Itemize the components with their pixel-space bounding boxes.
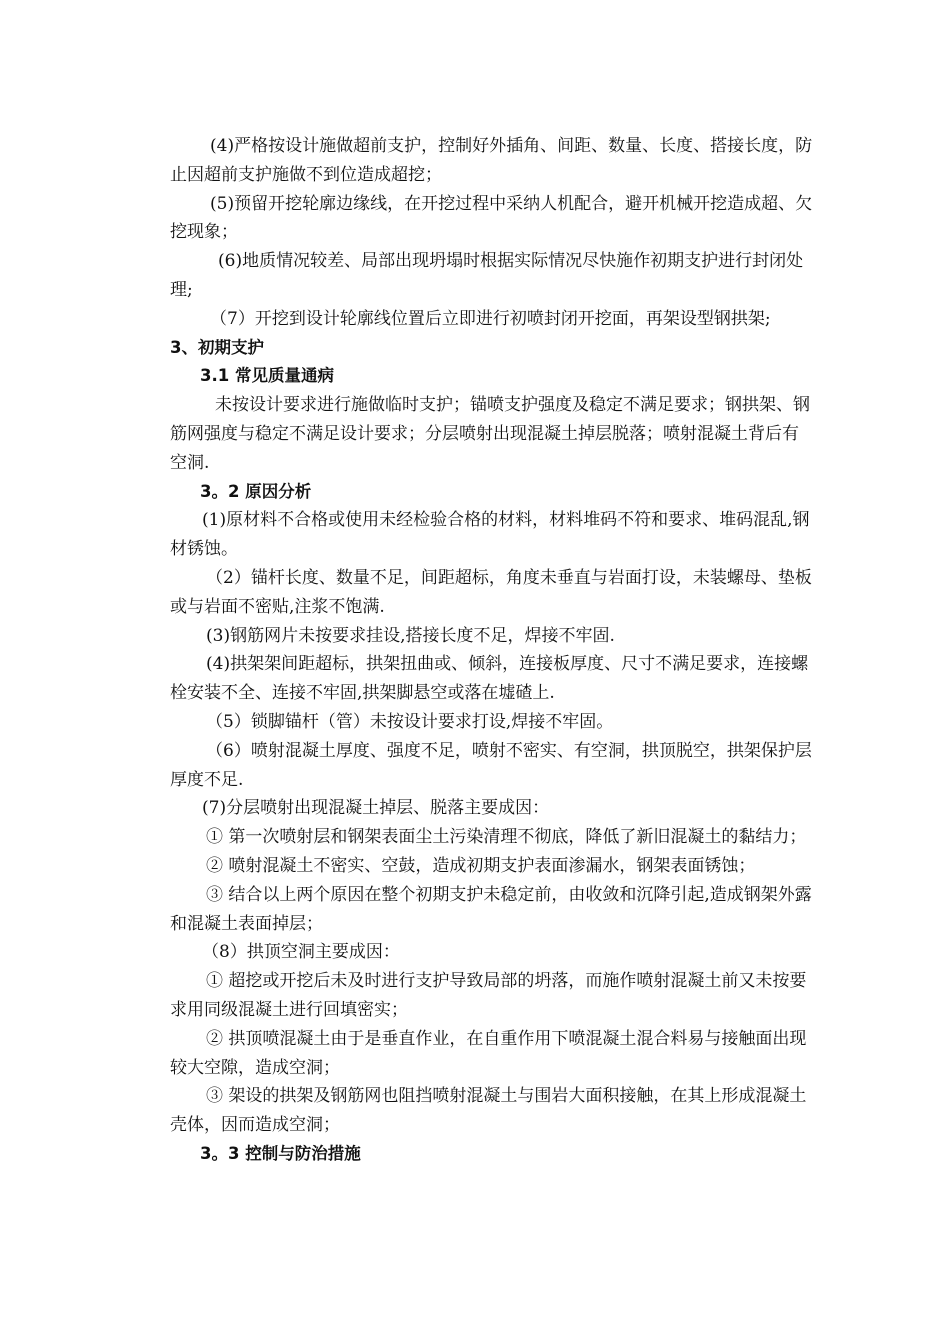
cause-item-7-3: ③ 结合以上两个原因在整个初期支护未稳定前，由收敛和沉降引起,造成钢架外露和混凝土表面掉层； xyxy=(170,884,812,934)
cause-item-2: （2）锚杆长度、数量不足，间距超标，角度未垂直与岩面打设，未装螺母、垫板或与岩面不密贴,注浆不饱满. xyxy=(170,567,812,617)
cause-item-3: (3)钢筋网片未按要求挂设,搭接长度不足，焊接不牢固. xyxy=(206,625,615,646)
cause-item-8-2: ② 拱顶喷混凝土由于是垂直作业，在自重作用下喷混凝土混合料易与接触面出现较大空隙，造成空洞； xyxy=(170,1028,807,1078)
cause-item-8-3: ③ 架设的拱架及钢筋网也阻挡喷射混凝土与围岩大面积接触，在其上形成混凝土壳体，因而造成空洞； xyxy=(170,1086,807,1136)
subsection-heading-3-1: 3.1 常见质量通病 xyxy=(200,366,334,386)
cause-item-8-1: ① 超挖或开挖后未及时进行支护导致局部的坍落，而施作喷射混凝土前又未按要求用同级混凝土进行回填密实； xyxy=(170,971,807,1020)
cause-item-7-2: ② 喷射混凝土不密实、空鼓，造成初期支护表面渗漏水，钢架表面锈蚀； xyxy=(206,855,756,876)
cause-item-5: （5）锁脚锚杆（管）未按设计要求打设,焊接不牢固。 xyxy=(206,711,614,732)
paragraph-item-5: (5)预留开挖轮廓边缘线，在开挖过程中采纳人机配合，避开机械开挖造成超、欠挖现象； xyxy=(170,193,813,243)
cause-item-6: （6）喷射混凝土厚度、强度不足，喷射不密实、有空洞，拱顶脱空，拱架保护层厚度不足. xyxy=(170,740,812,790)
paragraph-item-7: （7）开挖到设计轮廓线位置后立即进行初喷封闭开挖面，再架设型钢拱架; xyxy=(210,308,771,329)
section-heading-3: 3、初期支护 xyxy=(170,337,264,357)
subsection-heading-3-3: 3。3 控制与防治措施 xyxy=(200,1143,361,1163)
cause-item-7-1: ① 第一次喷射层和钢架表面尘土污染清理不彻底，降低了新旧混凝土的黏结力； xyxy=(206,827,807,848)
cause-item-1: (1)原材料不合格或使用未经检验合格的材料，材料堆码不符和要求、堆码混乱,钢材锈蚀。 xyxy=(170,510,810,560)
cause-item-8: （8）拱顶空洞主要成因： xyxy=(202,942,400,963)
paragraph-item-4: (4)严格按设计施做超前支护，控制好外插角、间距、数量、长度、搭接长度，防止因超前支护施做不到位造成超挖； xyxy=(170,136,813,185)
cause-item-4: (4)拱架架间距超标，拱架扭曲或、倾斜，连接板厚度、尺寸不满足要求，连接螺栓安装不全、连接不牢固,拱架脚悬空或落在墟碴上. xyxy=(170,654,809,704)
cause-item-7: (7)分层喷射出现混凝土掉层、脱落主要成因： xyxy=(202,798,550,819)
paragraph-item-6: (6)地质情况较差、局部出现坍塌时根据实际情况尽快施作初期支护进行封闭处理; xyxy=(170,251,804,300)
paragraph-common-defects: 未按设计要求进行施做临时支护；锚喷支护强度及稳定不满足要求；钢拱架、钢筋网强度与稳定不满足设计要求；分层喷射出现混凝土掉层脱落；喷射混凝土背后有空洞. xyxy=(170,395,810,473)
subsection-heading-3-2: 3。2 原因分析 xyxy=(200,481,312,501)
